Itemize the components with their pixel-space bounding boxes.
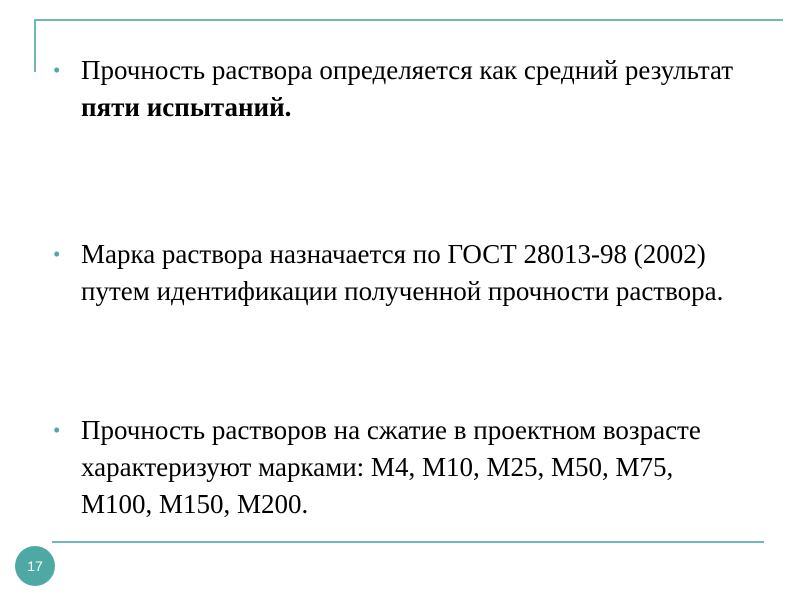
bullet-text-1 — [81, 52, 743, 126]
bullet-item-2 — [53, 236, 743, 310]
bullet-text-1-regular: Прочность раствора определяется как средний результат — [81, 55, 734, 85]
page-number-badge: 17 — [15, 546, 55, 586]
bullet-item-1 — [53, 52, 743, 126]
bullet-text-2: Марка раствора назначается по ГОСТ 28013-98 (2002) путем идентификации полученной прочности раствора. — [81, 239, 724, 306]
frame-left-line — [34, 19, 36, 72]
bullet-text-1-bold: пяти испытаний. — [81, 92, 292, 122]
bullet-icon: • — [53, 418, 61, 442]
bullet-icon: • — [53, 58, 61, 82]
bullet-text-3: Прочность растворов на сжатие в проектном возрасте характеризуют марками: М4, М10, М25, М50, М75, М100, М150, М200. — [81, 415, 701, 519]
footer-line — [52, 541, 764, 543]
bullet-item-3 — [53, 412, 743, 523]
frame-top-line — [34, 19, 783, 21]
bullet-icon: • — [53, 242, 61, 266]
